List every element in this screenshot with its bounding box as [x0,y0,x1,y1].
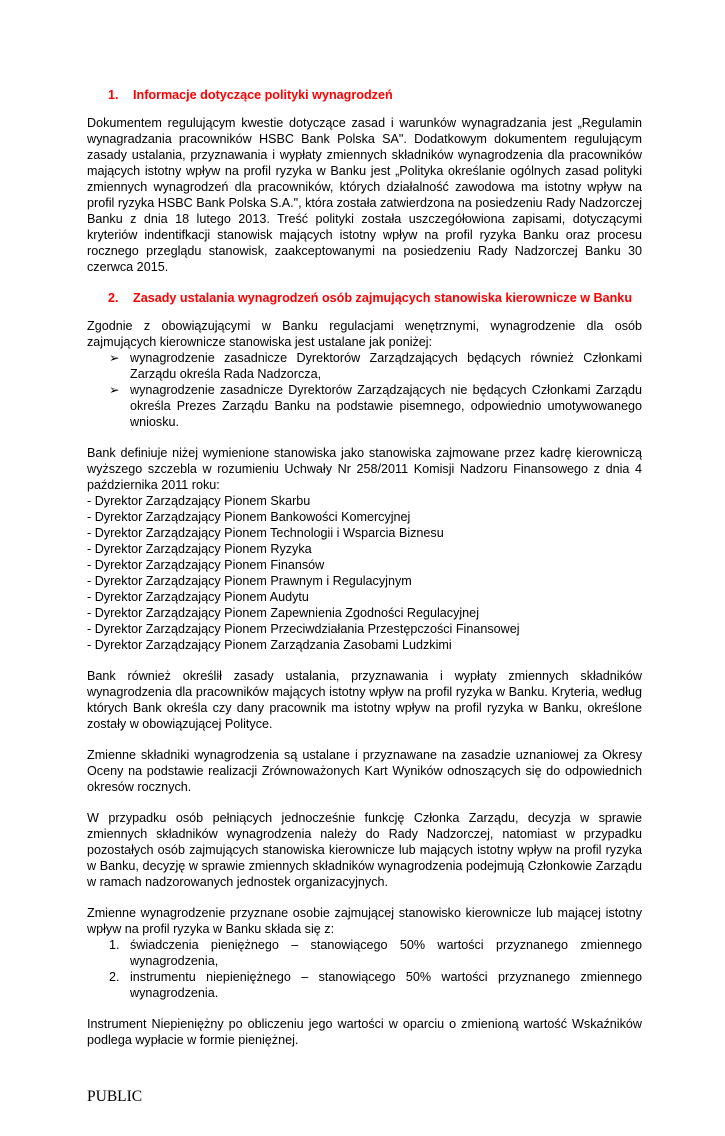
rules-paragraph [87,668,642,732]
section-title: Informacje dotyczące polityki wynagrodzeń [133,88,393,102]
item-text: świadczenia pieniężnego – stanowiącego 50% wartości przyznanego zmiennego wynagrodzenia, [130,938,642,968]
bullet-text: wynagrodzenie zasadnicze Dyrektorów Zarządzających nie będących Członkami Zarządu określa Prezes Zarządu Banku na podstawie pisemnego, odpowiednio umotywowanego wniosku. [130,383,642,429]
list-item: - Dyrektor Zarządzający Pionem Finansów [87,558,325,572]
bullet-item [87,382,642,430]
list-item: - Dyrektor Zarządzający Pionem Ryzyka [87,542,312,556]
variable-paragraph [87,747,642,795]
section-2-heading [108,290,642,306]
section-title: Zasady ustalania wynagrodzeń osób zajmujących stanowiska kierownicze w Banku [133,291,633,305]
paragraph: Dokumentem regulującym kwestie dotyczące zasad i warunków wynagradzania jest „Regulamin wynagradzania pracowników HSBC Bank Polska SA". Dodatkowym dokumentem regulującym zasady ustalania, przyznawania i wypłaty zmiennych składników wynagrodzenia dla pracowników mających istotny wpływ na profil ryzyka w Banku jest „Polityka określanie ogólnych zasad polityki zmiennych wynagrodzeń dla pracowników, których działalność zawodowa ma istotny wpływ na profil ryzyka HSBC Bank Polska S.A.", która została zatwierdzona na posiedzeniu Rady Nadzorczej Banku z dnia 18 lutego 2013. Treść polityki została uszczegółowiona zapisami, dotyczącymi kryteriów indentifkacji stanowisk mających istotny wpływ na profil ryzyka Banku oraz procesu rocznego przeglądu stanowisk, zaakceptowanymi na posiedzeniu Rady Nadzorczej Banku 30 czerwca 2015. [87,116,642,274]
paragraph: Zgodnie z obowiązującymi w Banku regulacjami wenętrznymi, wynagrodzenie dla osób zajmujących kierownicze stanowiska jest ustalane jak poniżej: [87,319,642,349]
paragraph: W przypadku osób pełniących jednocześnie funkcję Członka Zarządu, decyzja w sprawie zmiennych składników wynagrodzenia należy do Rady Nadzorczej, natomiast w przypadku pozostałych osób zajmujących stanowiska kierownicze lub mających istotny wpływ na profil ryzyka w Banku, decyzję w sprawie zmiennych składników wynagrodzenia podejmują Członkowie Zarządu w ramach nadzorowanych jednostek organizacyjnych. [87,811,642,889]
section-number: 2. [108,291,119,305]
list-item: - Dyrektor Zarządzający Pionem Prawnym i Regulacyjnym [87,574,412,588]
paragraph: Zmienne wynagrodzenie przyznane osobie zajmującej stanowisko kierownicze lub mającej istotny wpływ na profil ryzyka w Banku składa się z: [87,906,642,936]
numbered-item [87,969,642,1001]
item-number: 2. [109,970,120,984]
numbered-item [87,937,642,969]
arrow-bullet-icon: ➢ [109,351,120,365]
item-text: instrumentu niepieniężnego – stanowiącego 50% wartości przyznanego zmiennego wynagrodzenia. [130,970,642,1000]
list-item: - Dyrektor Zarządzający Pionem Audytu [87,590,309,604]
arrow-bullet-icon: ➢ [109,383,120,397]
composition-paragraph [87,905,642,1001]
paragraph: Instrument Niepieniężny po obliczeniu jego wartości w oparciu o zmienioną wartość Wskaźników podlega wypłacie w formie pieniężnej. [87,1017,642,1047]
list-item: - Dyrektor Zarządzający Pionem Technologii i Wsparcia Biznesu [87,526,444,540]
positions-list [87,493,642,653]
list-item: - Dyrektor Zarządzający Pionem Zarządzania Zasobami Ludzkimi [87,638,452,652]
document-page [87,0,642,1136]
section-2-intro [87,318,642,430]
paragraph: Bank również określił zasady ustalania, przyznawania i wypłaty zmiennych składników wynagrodzenia dla pracowników mających istotny wpływ na profil ryzyka w Banku. Kryteria, według których Bank określa czy dany pracownik ma istotny wpływ na profil ryzyka w Banku, określone zostały w obowiązującej Polityce. [87,669,642,731]
section-number: 1. [108,88,119,102]
paragraph: Zmienne składniki wynagrodzenia są ustalane i przyznawane na zasadzie uznaniowej za Okresy Oceny na podstawie realizacji Zrównoważonych Kart Wyników odnoszących się do odpowiednich okresów rocznych. [87,748,642,794]
decision-paragraph [87,810,642,890]
list-item: - Dyrektor Zarządzający Pionem Przeciwdziałania Przestępczości Finansowej [87,622,520,636]
paragraph: Bank definiuje niżej wymienione stanowiska jako stanowiska zajmowane przez kadrę kierowniczą wyższego szczebla w rozumieniu Uchwały Nr 258/2011 Komisji Nadzoru Finansowego z dnia 4 października 2011 roku: [87,446,642,492]
instrument-paragraph [87,1016,642,1048]
classification-label: PUBLIC [87,1088,143,1105]
list-item: - Dyrektor Zarządzający Pionem Zapewnienia Zgodności Regulacyjnej [87,606,479,620]
list-item: - Dyrektor Zarządzający Pionem Skarbu [87,494,311,508]
bullet-text: wynagrodzenie zasadnicze Dyrektorów Zarządzających będących również Członkami Zarządu określa Rada Nadzorcza, [130,351,642,381]
section-1-heading [108,87,642,103]
bullet-item [87,350,642,382]
positions-definition [87,445,642,653]
item-number: 1. [109,938,120,952]
section-1-paragraph [87,115,642,275]
list-item: - Dyrektor Zarządzający Pionem Bankowości Komercyjnej [87,510,411,524]
